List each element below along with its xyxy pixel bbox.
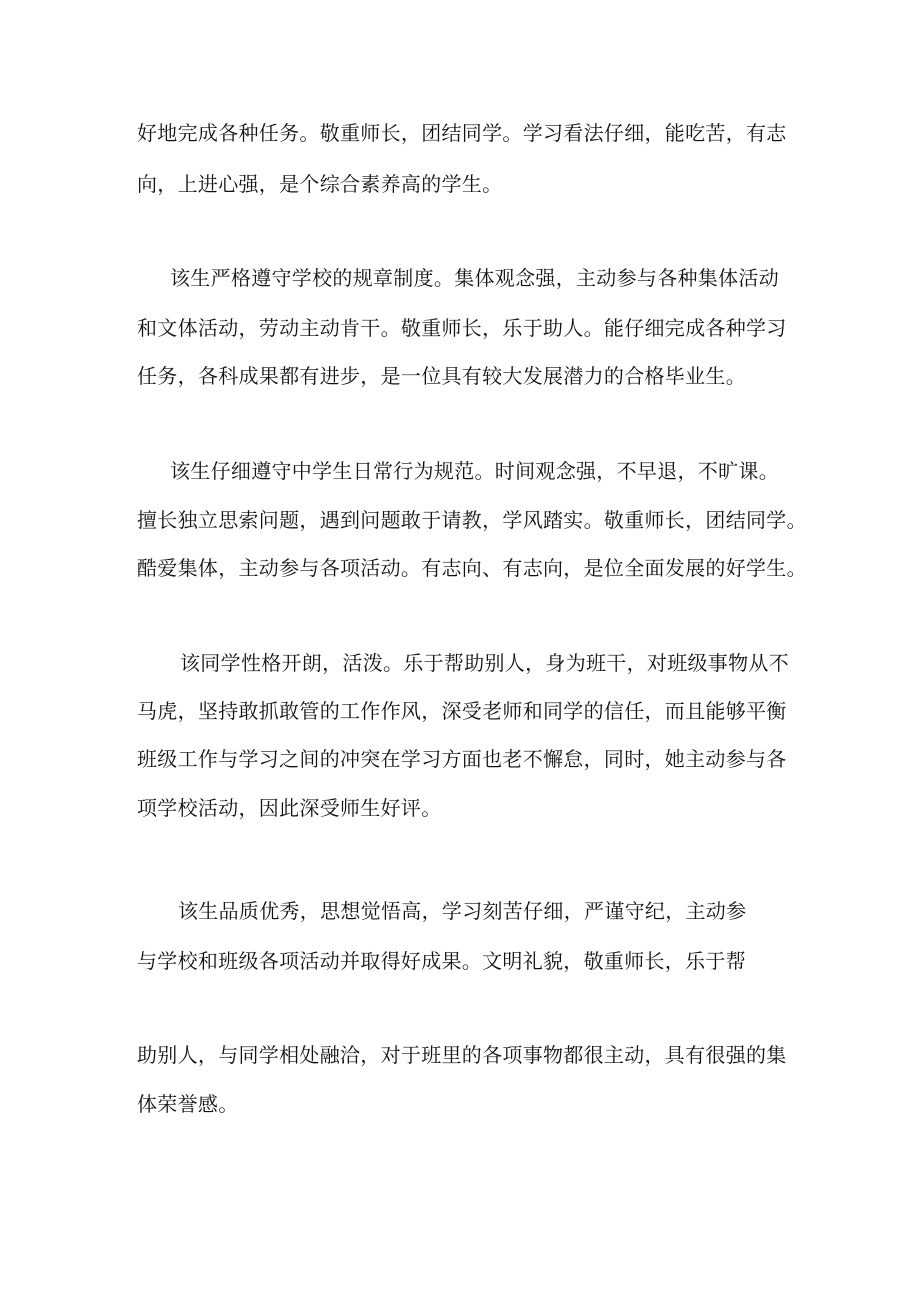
paragraph-4-line-3: 班级工作与学习之间的冲突在学习方面也老不懈怠，同时，她主动参与各 <box>137 747 787 771</box>
paragraph-5-line-2: 与学校和班级各项活动并取得好成果。文明礼貌，敬重师长，乐于帮 <box>137 949 746 973</box>
paragraph-1-line-1: 好地完成各种任务。敬重师长，团结同学。学习看法仔细，能吃苦，有志 <box>137 121 787 145</box>
paragraph-5-line-3: 助别人，与同学相处融洽，对于班里的各项事物都很主动，具有很强的集 <box>137 1043 787 1067</box>
paragraph-3-line-1: 该生仔细遵守中学生日常行为规范。时间观念强，不早退，不旷课。 <box>170 459 779 483</box>
paragraph-5-line-4: 体荣誉感。 <box>137 1092 239 1116</box>
paragraph-5-line-1: 该生品质优秀，思想觉悟高，学习刻苦仔细，严谨守纪，主动参 <box>178 899 747 923</box>
paragraph-3-line-3: 酷爱集体，主动参与各项活动。有志向、有志向，是位全面发展的好学生。 <box>137 556 807 580</box>
paragraph-3-line-2: 擅长独立思索问题，遇到问题敢于请教，学风踏实。敬重师长，团结同学。 <box>137 508 807 532</box>
paragraph-2-line-1: 该生严格遵守学校的规章制度。集体观念强，主动参与各种集体活动 <box>170 266 779 290</box>
paragraph-2-line-3: 任务，各科成果都有进步，是一位具有较大发展潜力的合格毕业生。 <box>137 364 746 388</box>
paragraph-2-line-2: 和文体活动，劳动主动肯干。敬重师长，乐于助人。能仔细完成各种学习 <box>137 316 787 340</box>
paragraph-4-line-4: 项学校活动，因此深受师生好评。 <box>137 796 442 820</box>
paragraph-4-line-2: 马虎，坚持敢抓敢管的工作作风，深受老师和同学的信任，而且能够平衡 <box>137 699 787 723</box>
paragraph-4-line-1: 该同学性格开朗，活泼。乐于帮助别人，身为班干，对班级事物从不 <box>180 651 789 675</box>
paragraph-1-line-2: 向，上进心强，是个综合素养高的学生。 <box>137 172 503 196</box>
